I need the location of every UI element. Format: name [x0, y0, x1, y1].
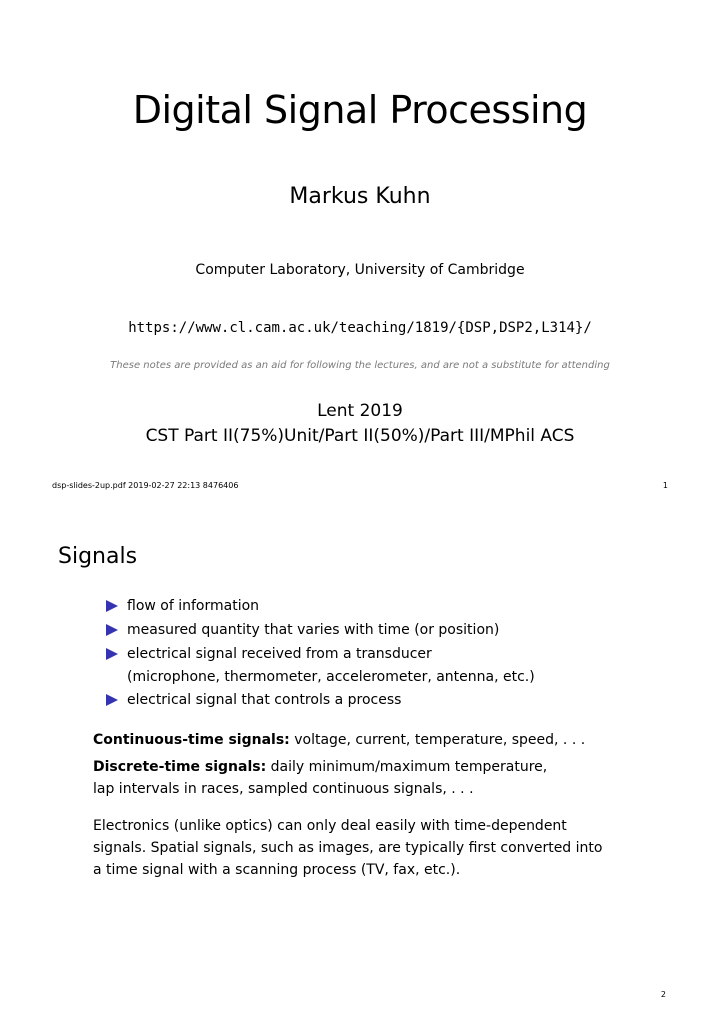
page-number: 1 [662, 481, 668, 490]
bullet-triangle-icon [106, 694, 118, 706]
list-item: measured quantity that varies with time (or position) [106, 618, 535, 642]
slide-title: Digital Signal Processing [132, 88, 588, 132]
slide-1 [0, 0, 720, 509]
bullet-list [106, 594, 535, 712]
course-url: https://www.cl.cam.ac.uk/teaching/1819/{DSP,DSP2,L314}/ [128, 320, 592, 336]
footer-file-info: dsp-slides-2up.pdf 2019-02-27 22:13 8476406 [52, 481, 239, 490]
list-item: electrical signal that controls a process [106, 688, 535, 712]
bullet-triangle-icon [106, 648, 118, 660]
bullet-triangle-icon [106, 624, 118, 636]
affiliation: Computer Laboratory, University of Cambridge [195, 262, 525, 278]
term: Lent 2019 [317, 401, 403, 421]
electronics-paragraph: Electronics (unlike optics) can only deal easily with time-dependent signals. Spatial signals, such as images, are typically first converted into a time signal with a scanning process (TV, fax, etc.). [93, 818, 603, 878]
page-number: 2 [660, 990, 666, 999]
slide-title: Signals [58, 544, 138, 569]
list-item: electrical signal received from a transducer (microphone, thermometer, accelerometer, antenna, etc.) [106, 642, 535, 688]
course-info: CST Part II(75%)Unit/Part II(50%)/Part III/MPhil ACS [145, 426, 575, 446]
slide-2 [0, 510, 720, 1019]
bullet-triangle-icon [106, 600, 118, 612]
list-item: flow of information [106, 594, 535, 618]
discrete-time-paragraph: Discrete-time signals: daily minimum/maximum temperature, lap intervals in races, sampled continuous signals, . . . [93, 759, 548, 797]
author: Markus Kuhn [289, 184, 431, 209]
disclaimer-note: These notes are provided as an aid for following the lectures, and are not a substitute for attending [110, 360, 610, 371]
continuous-time-paragraph: Continuous-time signals: voltage, current, temperature, speed, . . . [93, 732, 586, 748]
